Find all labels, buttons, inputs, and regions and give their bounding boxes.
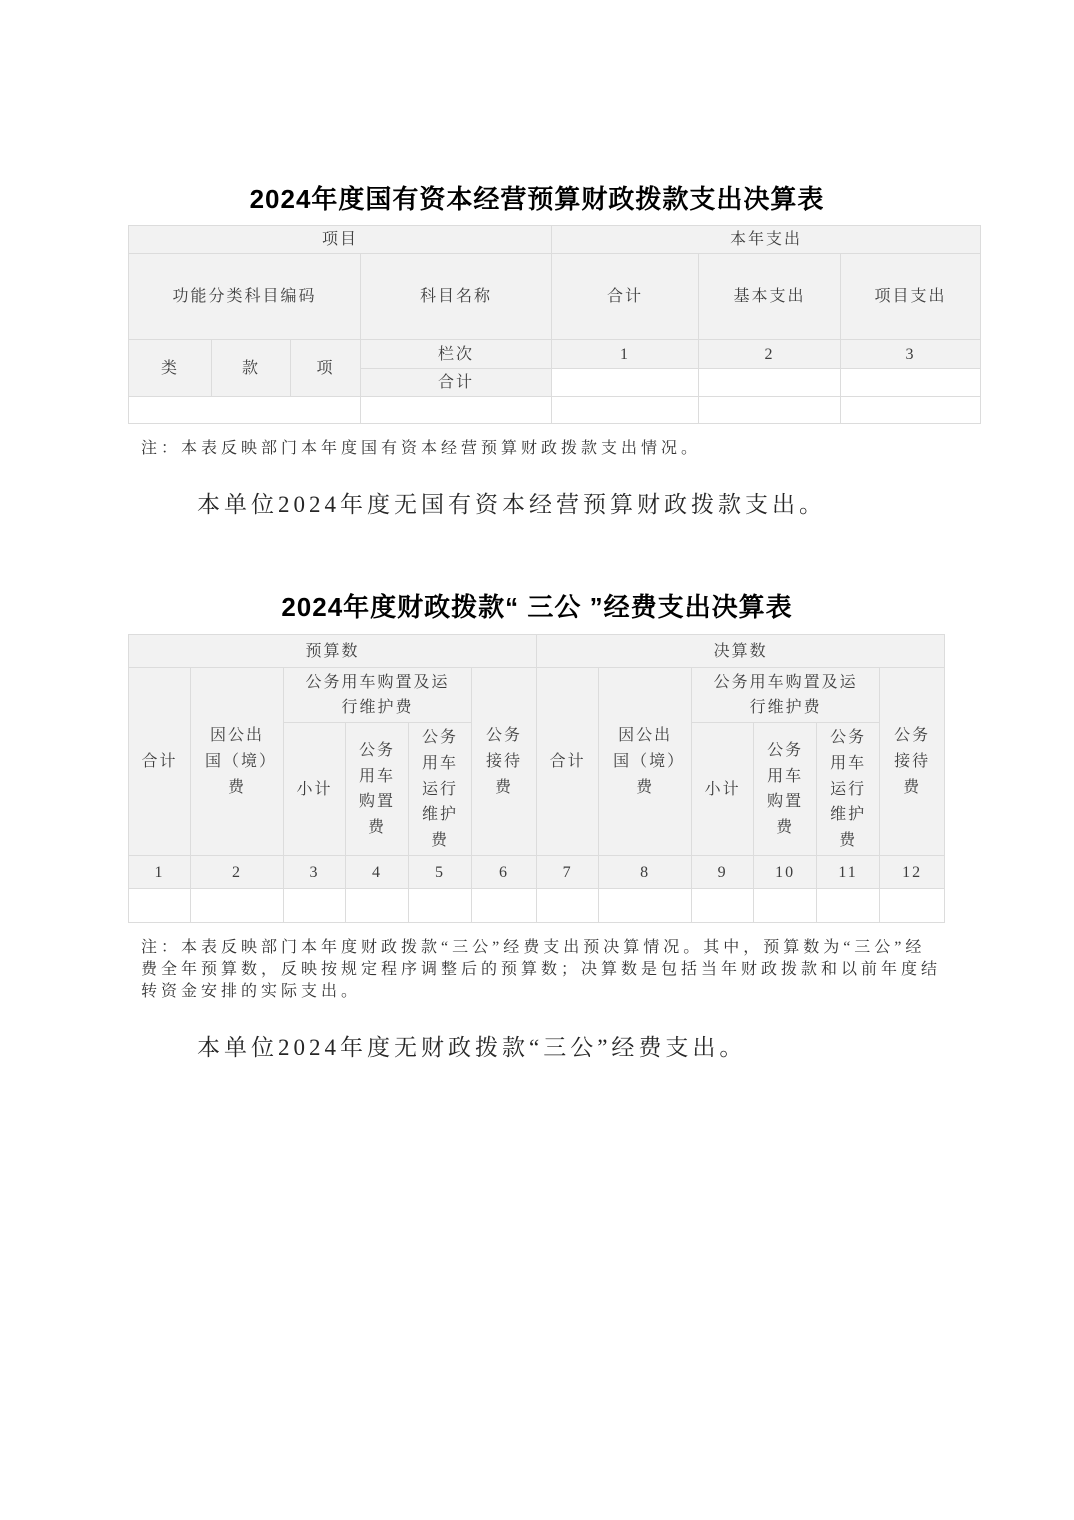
t1-project-value-cell <box>841 369 981 397</box>
t1-empty-basic-cell <box>699 397 841 424</box>
section1-statement: 本单位2024年度无国有资本经营预算财政拨款支出。 <box>197 492 826 518</box>
t2-budget-subtotal: 小计 <box>284 723 346 856</box>
table-row <box>129 889 945 923</box>
t1-header-project-group: 项目 <box>129 226 552 254</box>
t2-colnum-7: 7 <box>537 856 599 889</box>
t2-empty-cell-4 <box>346 889 409 923</box>
t1-subheader-kuan: 款 <box>212 340 291 397</box>
t1-rowlabel-total: 合计 <box>361 369 552 397</box>
t1-header-subject-name: 科目名称 <box>361 254 552 340</box>
t2-empty-cell-10 <box>754 889 817 923</box>
section1-note: 注：本表反映部门本年度国有资本经营预算财政拨款支出情况。 <box>141 440 702 458</box>
t2-empty-cell-12 <box>880 889 945 923</box>
t1-subheader-xiang: 项 <box>291 340 361 397</box>
t2-colnum-6: 6 <box>472 856 537 889</box>
t2-colnum-4: 4 <box>346 856 409 889</box>
t2-empty-cell-7 <box>537 889 599 923</box>
t2-empty-cell-11 <box>817 889 880 923</box>
t1-empty-name-cell <box>361 397 552 424</box>
table-row <box>129 226 981 254</box>
table-row <box>129 635 945 668</box>
t1-header-basic-expense: 基本支出 <box>699 254 841 340</box>
t2-budget-car-purchase: 公务用车购置费 <box>346 723 409 856</box>
t2-empty-cell-1 <box>129 889 191 923</box>
t1-subheader-lanci: 栏次 <box>361 340 552 369</box>
t1-header-func-code: 功能分类科目编码 <box>129 254 361 340</box>
table-row <box>129 668 945 723</box>
t2-empty-cell-9 <box>692 889 754 923</box>
table-row <box>129 340 981 369</box>
t2-colnum-10: 10 <box>754 856 817 889</box>
section2-statement: 本单位2024年度无财政拨款“三公”经费支出。 <box>197 1035 747 1061</box>
t2-final-car-purchase: 公务用车购置费 <box>754 723 817 856</box>
section2-note: 注：本表反映部门本年度财政拨款“三公”经费支出预决算情况。其中，预算数为“三公”经费全年预算数，反映按规定程序调整后的预算数；决算数是包括当年财政拨款和以前年度结转资金安排的实际支出。 <box>141 939 942 1001</box>
t2-final-total: 合计 <box>537 668 599 856</box>
t2-budget-total: 合计 <box>129 668 191 856</box>
t1-header-total: 合计 <box>552 254 699 340</box>
t1-colnum-3: 3 <box>841 340 981 369</box>
t1-basic-value-cell <box>699 369 841 397</box>
t2-header-final-group: 决算数 <box>537 635 945 668</box>
t2-final-reception: 公务接待费 <box>880 668 945 856</box>
t1-subheader-class: 类 <box>129 340 212 397</box>
section2-title-wrap <box>0 592 1074 622</box>
t2-budget-abroad: 因公出国（境）费 <box>191 668 284 856</box>
t2-final-subtotal: 小计 <box>692 723 754 856</box>
t2-colnum-11: 11 <box>817 856 880 889</box>
t2-colnum-2: 2 <box>191 856 284 889</box>
t2-empty-cell-5 <box>409 889 472 923</box>
table-row <box>129 397 981 424</box>
t1-colnum-2: 2 <box>699 340 841 369</box>
t1-header-project-expense: 项目支出 <box>841 254 981 340</box>
t1-empty-project-cell <box>841 397 981 424</box>
t2-empty-cell-8 <box>599 889 692 923</box>
t2-final-car-group: 公务用车购置及运行维护费 <box>692 668 880 723</box>
t2-final-car-maintain: 公务用车运行维护费 <box>817 723 880 856</box>
t2-colnum-8: 8 <box>599 856 692 889</box>
table-row <box>129 856 945 889</box>
table-row <box>129 254 981 340</box>
t1-empty-code-cell <box>129 397 361 424</box>
three-public-expense-table <box>128 634 945 923</box>
t1-total-value-cell <box>552 369 699 397</box>
t1-empty-total-cell <box>552 397 699 424</box>
state-capital-expense-table <box>128 225 981 424</box>
t2-budget-car-maintain: 公务用车运行维护费 <box>409 723 472 856</box>
t2-empty-cell-2 <box>191 889 284 923</box>
t2-budget-car-group: 公务用车购置及运行维护费 <box>284 668 472 723</box>
section2-title: 2024年度财政拨款“ 三公 ”经费支出决算表 <box>281 592 793 623</box>
t2-empty-cell-6 <box>472 889 537 923</box>
t2-colnum-12: 12 <box>880 856 945 889</box>
t1-colnum-1: 1 <box>552 340 699 369</box>
t2-budget-reception: 公务接待费 <box>472 668 537 856</box>
t2-final-abroad: 因公出国（境）费 <box>599 668 692 856</box>
t2-colnum-3: 3 <box>284 856 346 889</box>
t2-empty-cell-3 <box>284 889 346 923</box>
t2-colnum-5: 5 <box>409 856 472 889</box>
section1-title: 2024年度国有资本经营预算财政拨款支出决算表 <box>249 184 825 214</box>
t2-colnum-1: 1 <box>129 856 191 889</box>
t2-header-budget-group: 预算数 <box>129 635 537 668</box>
t2-colnum-9: 9 <box>692 856 754 889</box>
t1-header-year-expense-group: 本年支出 <box>552 226 981 254</box>
